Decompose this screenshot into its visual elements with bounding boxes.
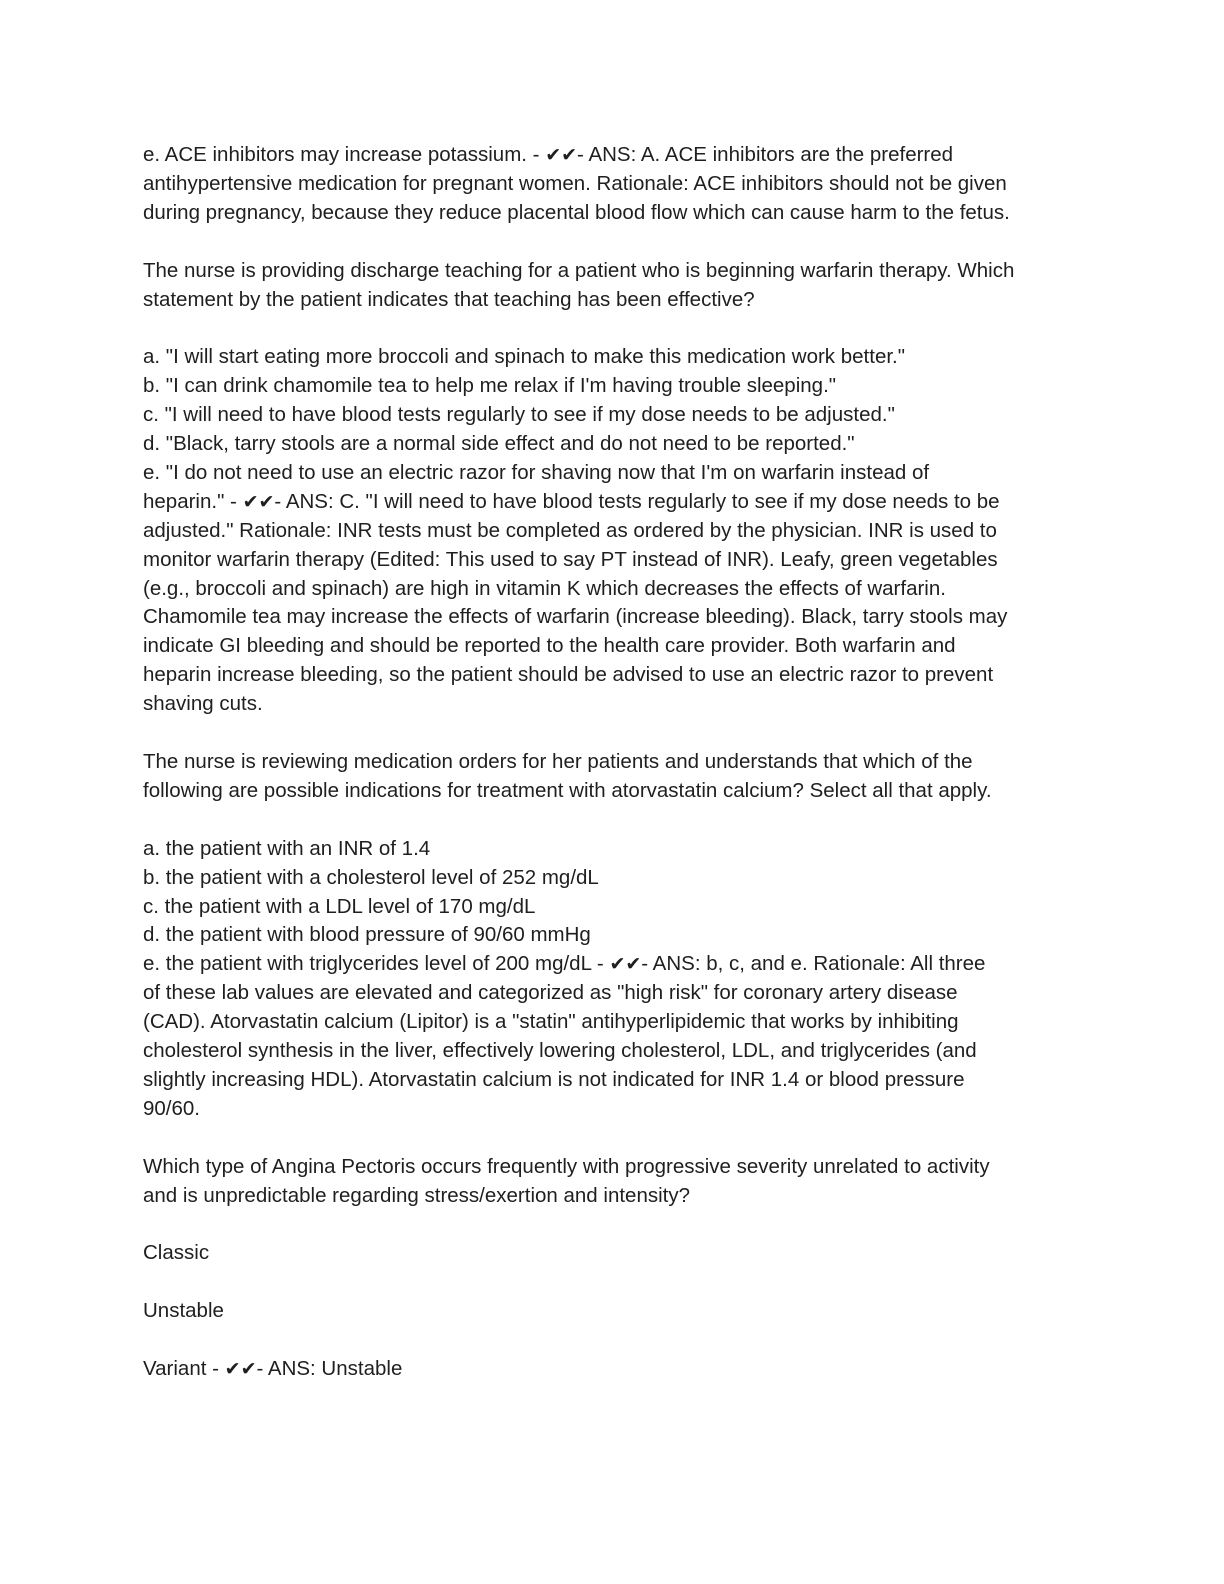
- text-segment: - ANS: A. ACE inhibitors are the preferred: [577, 143, 954, 166]
- text-segment: a. "I will start eating more broccoli and spinach to make this medication work better.": [143, 345, 906, 369]
- text-line: [143, 546, 1083, 575]
- paragraph: [143, 257, 1083, 315]
- text-segment: shaving cuts.: [143, 692, 263, 716]
- text-segment: e. the patient with triglycerides level of 200 mg/dL -: [143, 952, 610, 976]
- text-segment: heparin." -: [143, 489, 243, 513]
- text-line: [143, 286, 1083, 315]
- text-segment: c. "I will need to have blood tests regularly to see if my dose needs to be adjusted.": [143, 403, 895, 427]
- text-line: [143, 835, 1083, 864]
- text-line: [143, 690, 1083, 719]
- text-segment: Unstable: [143, 1299, 224, 1323]
- text-segment: monitor warfarin therapy (Edited: This used to say PT instead of INR). Leafy, green vegetables: [143, 547, 998, 571]
- check-mark-icon: ✔✔: [242, 490, 275, 513]
- text-line: [143, 921, 1083, 950]
- text-segment: during pregnancy, because they reduce placental blood flow which can cause harm to the fetus.: [143, 200, 1010, 224]
- paragraph: [143, 343, 1083, 719]
- text-segment: and is unpredictable regarding stress/exertion and intensity?: [143, 1183, 690, 1207]
- text-line: [143, 141, 1083, 170]
- text-line: [143, 170, 1083, 199]
- paragraph: [143, 141, 1083, 228]
- text-segment: Classic: [143, 1241, 210, 1265]
- text-line: [143, 950, 1083, 979]
- text-line: [143, 1095, 1083, 1124]
- text-segment: Chamomile tea may increase the effects of warfarin (increase bleeding). Black, tarry stools may: [143, 605, 1008, 629]
- text-segment: following are possible indications for treatment with atorvastatin calcium? Select all that apply.: [143, 778, 992, 802]
- text-line: [143, 1182, 1083, 1211]
- text-line: [143, 1008, 1083, 1037]
- text-line: [143, 257, 1083, 286]
- text-line: [143, 372, 1083, 401]
- text-line: [143, 979, 1083, 1008]
- paragraph: [143, 835, 1083, 1124]
- text-segment: (CAD). Atorvastatin calcium (Lipitor) is a "statin" antihyperlipidemic that works by inhibiting: [143, 1010, 959, 1034]
- text-line: [143, 517, 1083, 546]
- text-line: [143, 401, 1083, 430]
- text-segment: The nurse is reviewing medication orders for her patients and understands that which of the: [143, 749, 973, 773]
- text-segment: (e.g., broccoli and spinach) are high in vitamin K which decreases the effects of warfarin.: [143, 576, 946, 600]
- paragraph: [143, 1355, 1083, 1384]
- text-line: [143, 199, 1083, 228]
- text-segment: - ANS: C. "I will need to have blood tests regularly to see if my dose needs to be: [274, 489, 1000, 513]
- text-segment: 90/60.: [143, 1096, 200, 1120]
- text-line: [143, 1037, 1083, 1066]
- text-line: [143, 1297, 1083, 1326]
- paragraph: [143, 1153, 1083, 1211]
- check-mark-icon: ✔✔: [609, 953, 642, 976]
- text-segment: d. the patient with blood pressure of 90/60 mmHg: [143, 923, 591, 947]
- check-mark-icon: ✔✔: [545, 144, 578, 166]
- text-line: [143, 1239, 1083, 1268]
- text-segment: d. "Black, tarry stools are a normal side effect and do not need to be reported.": [143, 432, 855, 456]
- text-line: [143, 1153, 1083, 1182]
- text-segment: heparin increase bleeding, so the patient should be advised to use an electric razor to prevent: [143, 663, 994, 687]
- text-segment: antihypertensive medication for pregnant women. Rationale: ACE inhibitors should not be given: [143, 171, 1007, 195]
- text-segment: slightly increasing HDL). Atorvastatin calcium is not indicated for INR 1.4 or blood pressure: [143, 1067, 965, 1091]
- text-line: [143, 777, 1083, 806]
- document-page: [143, 141, 1083, 1413]
- text-line: [143, 864, 1083, 893]
- text-line: [143, 661, 1083, 690]
- text-segment: b. the patient with a cholesterol level of 252 mg/dL: [143, 865, 599, 889]
- text-line: [143, 632, 1083, 661]
- paragraph: [143, 1239, 1083, 1268]
- text-segment: indicate GI bleeding and should be reported to the health care provider. Both warfarin and: [143, 634, 956, 658]
- text-line: [143, 1066, 1083, 1095]
- text-segment: - ANS: Unstable: [256, 1356, 403, 1380]
- text-segment: a. the patient with an INR of 1.4: [143, 836, 431, 860]
- text-line: [143, 893, 1083, 922]
- text-segment: Which type of Angina Pectoris occurs frequently with progressive severity unrelated to activity: [143, 1154, 990, 1178]
- text-segment: of these lab values are elevated and categorized as "high risk" for coronary artery disease: [143, 981, 958, 1005]
- text-segment: The nurse is providing discharge teaching for a patient who is beginning warfarin therapy. Which: [143, 258, 1015, 282]
- text-segment: Variant -: [143, 1356, 225, 1380]
- text-segment: cholesterol synthesis in the liver, effectively lowering cholesterol, LDL, and triglycerides (and: [143, 1039, 977, 1063]
- text-segment: statement by the patient indicates that teaching has been effective?: [143, 287, 755, 311]
- text-segment: c. the patient with a LDL level of 170 mg/dL: [143, 894, 536, 918]
- text-segment: adjusted." Rationale: INR tests must be completed as ordered by the physician. INR is used to: [143, 518, 997, 542]
- text-segment: b. "I can drink chamomile tea to help me relax if I'm having trouble sleeping.": [143, 374, 837, 398]
- text-line: [143, 575, 1083, 604]
- text-segment: - ANS: b, c, and e. Rationale: All three: [641, 952, 986, 976]
- text-line: [143, 343, 1083, 372]
- check-mark-icon: ✔✔: [224, 1357, 257, 1380]
- text-line: [143, 488, 1083, 517]
- text-line: [143, 748, 1083, 777]
- paragraph: [143, 1297, 1083, 1326]
- text-segment: e. "I do not need to use an electric razor for shaving now that I'm on warfarin instead of: [143, 460, 930, 484]
- text-line: [143, 459, 1083, 488]
- text-line: [143, 603, 1083, 632]
- text-line: [143, 430, 1083, 459]
- text-segment: e. ACE inhibitors may increase potassium. -: [143, 143, 546, 166]
- text-line: [143, 1355, 1083, 1384]
- paragraph: [143, 748, 1083, 806]
